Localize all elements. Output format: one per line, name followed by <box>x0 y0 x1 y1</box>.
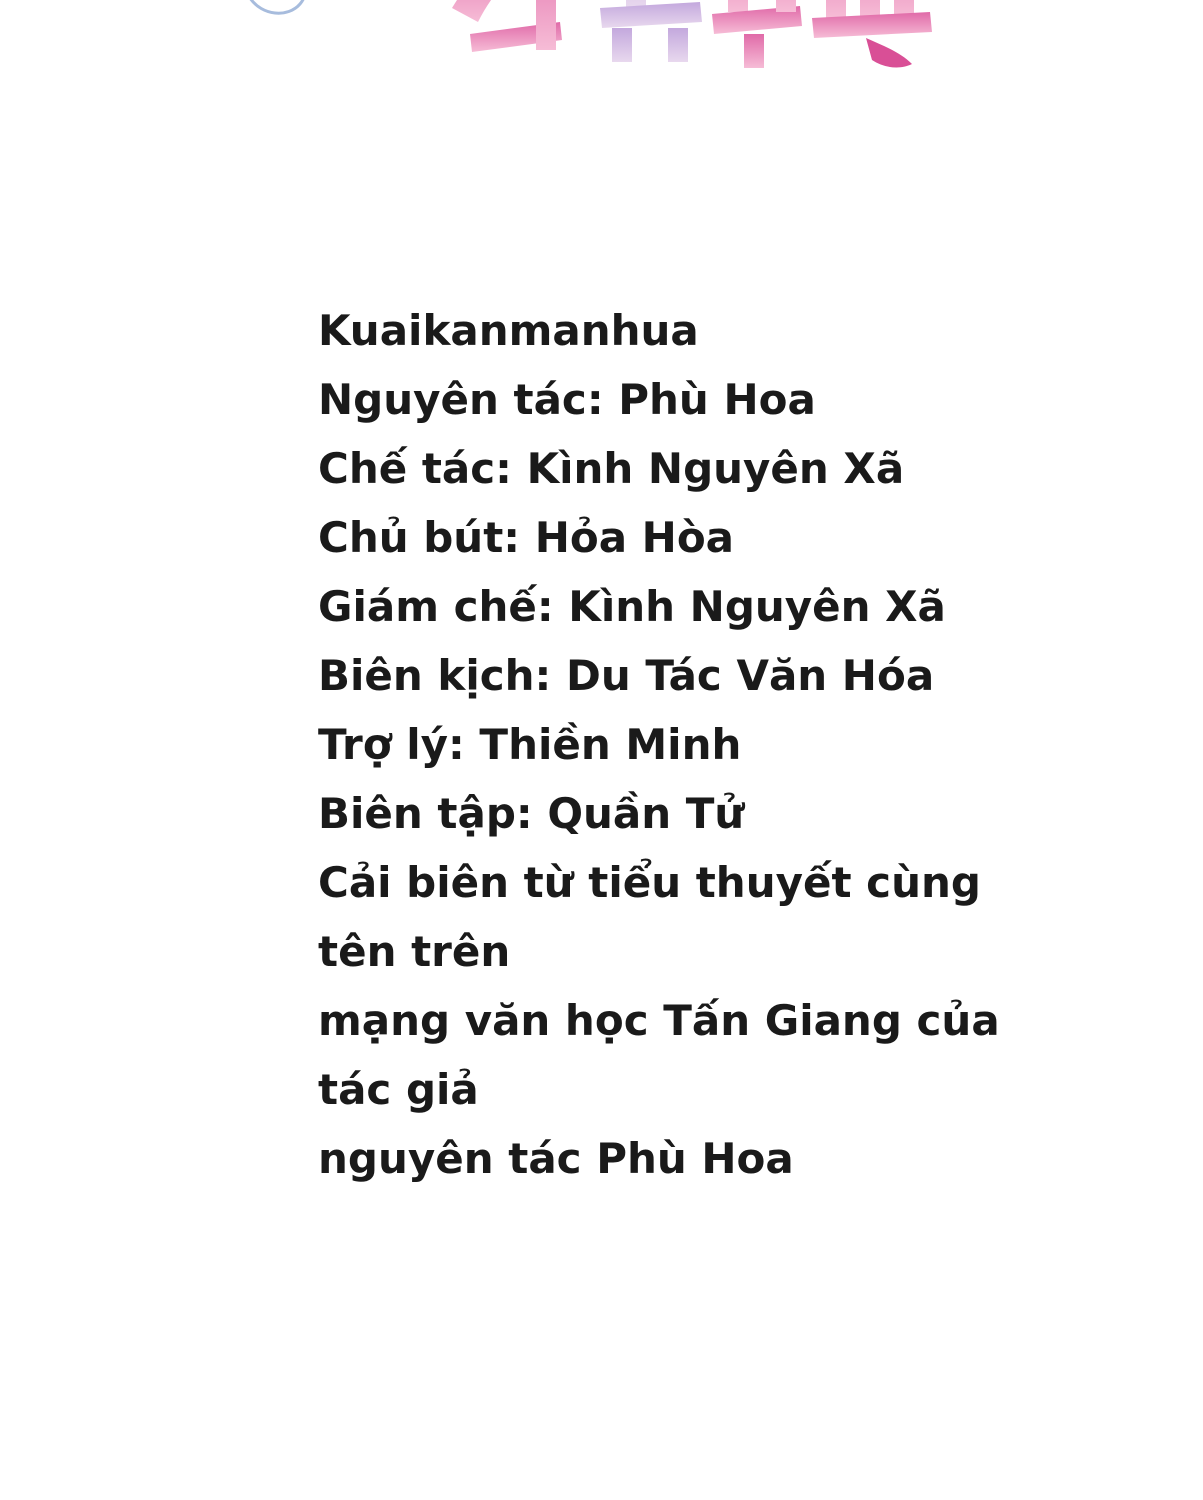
credit-line: Trợ lý: Thiền Minh <box>318 720 742 769</box>
credits-block <box>318 296 1038 1193</box>
credit-line: nguyên tác Phù Hoa <box>318 1134 794 1183</box>
credit-line: Giám chế: Kình Nguyên Xã <box>318 582 946 631</box>
title-artwork <box>0 0 1203 110</box>
credit-line: mạng văn học Tấn Giang của tác giả <box>318 996 1015 1114</box>
credit-line: Biên kịch: Du Tác Văn Hóa <box>318 651 935 700</box>
credit-line: Cải biên từ tiểu thuyết cùng tên trên <box>318 858 996 976</box>
credit-line: Kuaikanmanhua <box>318 306 699 355</box>
credit-line: Nguyên tác: Phù Hoa <box>318 375 816 424</box>
credit-line: Chế tác: Kình Nguyên Xã <box>318 444 905 493</box>
logo-glyphs <box>452 0 932 68</box>
credit-line: Biên tập: Quần Tử <box>318 789 745 838</box>
swirl-decoration <box>243 0 336 13</box>
title-artwork-svg <box>0 0 1203 110</box>
credit-line: Chủ bút: Hỏa Hòa <box>318 513 735 562</box>
